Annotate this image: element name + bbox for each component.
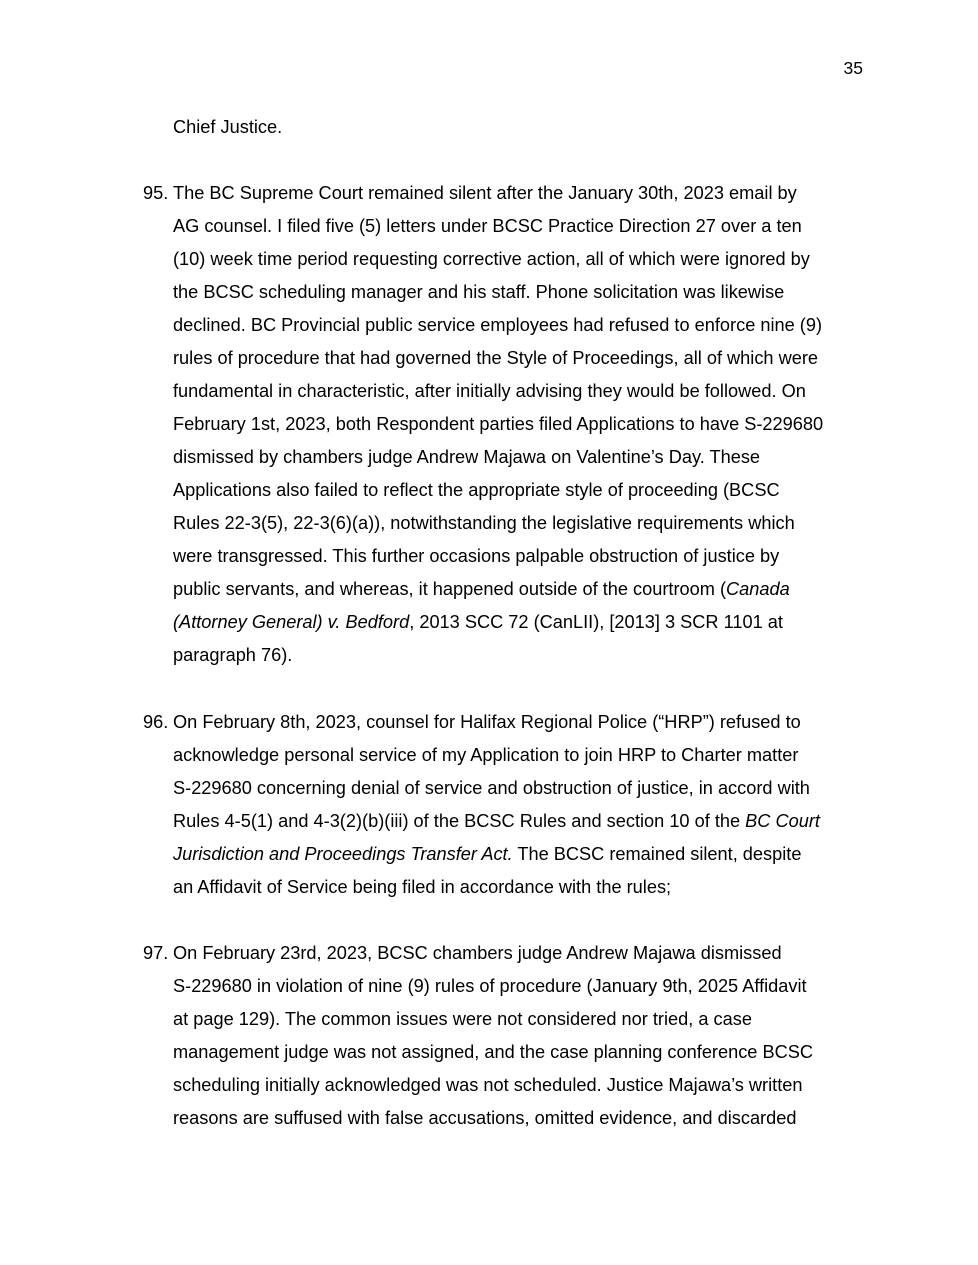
paragraph-97 — [143, 942, 868, 1142]
paragraph-line: management judge was not assigned, and the case planning conference BCSC — [173, 1042, 814, 1062]
paragraph-line: the BCSC scheduling manager and his staff. Phone solicitation was likewise — [173, 282, 785, 302]
paragraph-95 — [143, 182, 868, 665]
paragraph-line: an Affidavit of Service being filed in accordance with the rules; — [173, 877, 672, 897]
paragraph-line: acknowledge personal service of my Application to join HRP to Charter matter — [173, 745, 799, 765]
case-citation-italic: Canada — [726, 579, 790, 599]
paragraph-number: 95. — [143, 183, 169, 203]
paragraph-number: 96. — [143, 712, 169, 732]
continuation-text: Chief Justice. — [173, 117, 283, 137]
statute-title-italic: BC Court — [745, 811, 820, 831]
paragraph-line: Applications also failed to reflect the appropriate style of proceeding (BCSC — [173, 480, 780, 500]
paragraph-number: 97. — [143, 943, 169, 963]
paragraph-line: declined. BC Provincial public service employees had refused to enforce nine (9) — [173, 315, 823, 335]
paragraph-line: AG counsel. I filed five (5) letters under BCSC Practice Direction 27 over a ten — [173, 216, 802, 236]
paragraph-line: scheduling initially acknowledged was not scheduled. Justice Majawa’s written — [173, 1075, 803, 1095]
paragraph-line: On February 23rd, 2023, BCSC chambers judge Andrew Majawa dismissed — [173, 943, 782, 963]
paragraph-line: (Attorney General) v. Bedford, 2013 SCC 72 (CanLII), [2013] 3 SCR 1101 at — [173, 612, 783, 632]
paragraph-line: reasons are suffused with false accusations, omitted evidence, and discarded — [173, 1108, 797, 1128]
paragraph-line: dismissed by chambers judge Andrew Majawa on Valentine’s Day. These — [173, 447, 761, 467]
paragraph-line: at page 129). The common issues were not considered nor tried, a case — [173, 1009, 752, 1029]
paragraph-line: fundamental in characteristic, after initially advising they would be followed. On — [173, 381, 806, 401]
paragraph-line: S-229680 in violation of nine (9) rules of procedure (January 9th, 2025 Affidavit — [173, 976, 807, 996]
paragraph-line: rules of procedure that had governed the Style of Proceedings, all of which were — [173, 348, 819, 368]
page-number: 35 — [843, 58, 863, 78]
paragraph-line: public servants, and whereas, it happened outside of the courtroom (Canada — [173, 579, 790, 599]
paragraph-96 — [143, 711, 868, 901]
paragraph-line: (10) week time period requesting corrective action, all of which were ignored by — [173, 249, 810, 269]
paragraph-line: February 1st, 2023, both Respondent parties filed Applications to have S-229680 — [173, 414, 824, 434]
paragraph-line: Rules 4-5(1) and 4-3(2)(b)(iii) of the BCSC Rules and section 10 of the BC Court — [173, 811, 820, 831]
paragraph-line: Rules 22-3(5), 22-3(6)(a)), notwithstanding the legislative requirements which — [173, 513, 795, 533]
paragraph-line: Jurisdiction and Proceedings Transfer Act. The BCSC remained silent, despite — [173, 844, 802, 864]
paragraph-line: The BC Supreme Court remained silent after the January 30th, 2023 email by — [173, 183, 797, 203]
paragraph-line: were transgressed. This further occasions palpable obstruction of justice by — [173, 546, 780, 566]
statute-title-italic: Jurisdiction and Proceedings Transfer Act. — [173, 844, 513, 864]
paragraph-line: On February 8th, 2023, counsel for Halifax Regional Police (“HRP”) refused to — [173, 712, 801, 732]
paragraph-line: paragraph 76). — [173, 645, 293, 665]
paragraph-line: S-229680 concerning denial of service and obstruction of justice, in accord with — [173, 778, 810, 798]
case-citation-italic: (Attorney General) v. Bedford — [173, 612, 410, 632]
